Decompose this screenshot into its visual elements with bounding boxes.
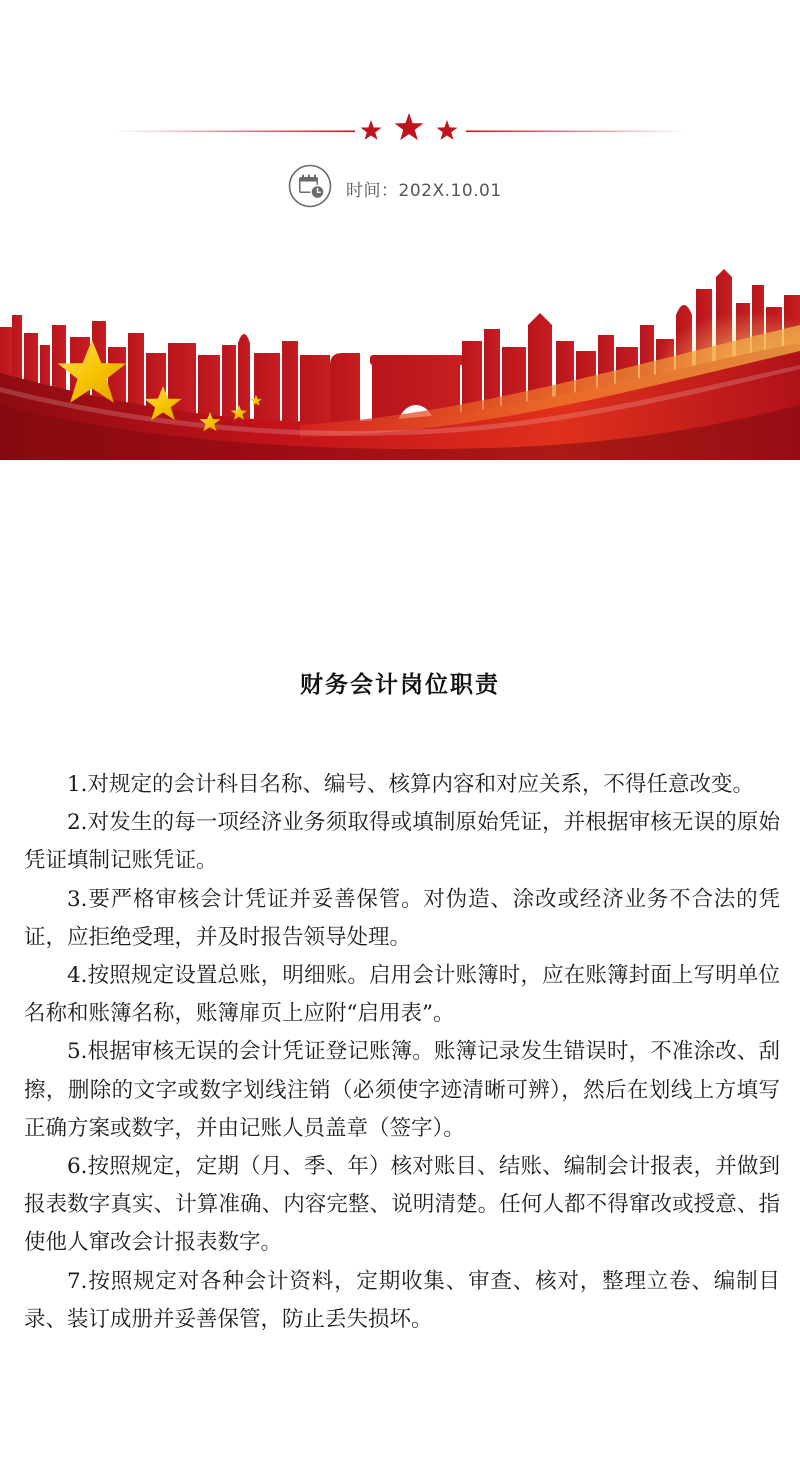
ornament-line-left <box>115 131 355 133</box>
star-icon <box>361 120 382 140</box>
skyline-banner <box>0 255 800 460</box>
duty-item: 6.按照规定，定期（月、季、年）核对账目、结账、编制会计报表，并做到报表数字真实、计算准确、内容完整、说明清楚。任何人都不得窜改或授意、指使他人窜改会计报表数字。 <box>24 1154 780 1256</box>
calendar-clock-icon <box>288 164 332 208</box>
duty-list <box>24 766 780 1339</box>
date-row <box>0 164 800 212</box>
star-icon <box>437 120 458 140</box>
ornament-line-right <box>466 131 686 133</box>
star-icon <box>395 113 424 140</box>
document-title: 财务会计岗位职责 <box>300 672 500 698</box>
duty-item: 2.对发生的每一项经济业务须取得或填制原始凭证，并根据审核无误的原始凭证填制记账凭证。 <box>24 810 780 874</box>
duty-item: 3.要严格审核会计凭证并妥善保管。对伪造、涂改或经济业务不合法的凭证，应拒绝受理，并及时报告领导处理。 <box>24 886 780 950</box>
duty-item: 7.按照规定对各种会计资料，定期收集、审查、核对，整理立卷、编制目录、装订成册并妥善保管，防止丢失损坏。 <box>24 1268 780 1332</box>
duty-item: 5.根据审核无误的会计凭证登记账簿。账簿记录发生错误时，不准涂改、刮擦，删除的文字或数字划线注销（必须使字迹清晰可辨），然后在划线上方填写正确方案或数字，并由记账人员盖章（签字）。 <box>24 1039 780 1141</box>
duty-item: 4.按照规定设置总账，明细账。启用会计账簿时，应在账簿封面上写明单位名称和账簿名称，账簿扉页上应附“启用表”。 <box>24 963 780 1027</box>
header-ornament <box>0 108 800 158</box>
duty-item: 1.对规定的会计科目名称、编号、核算内容和对应关系，不得任意改变。 <box>67 772 755 797</box>
date-label: 时间：202X.10.01 <box>346 181 502 201</box>
